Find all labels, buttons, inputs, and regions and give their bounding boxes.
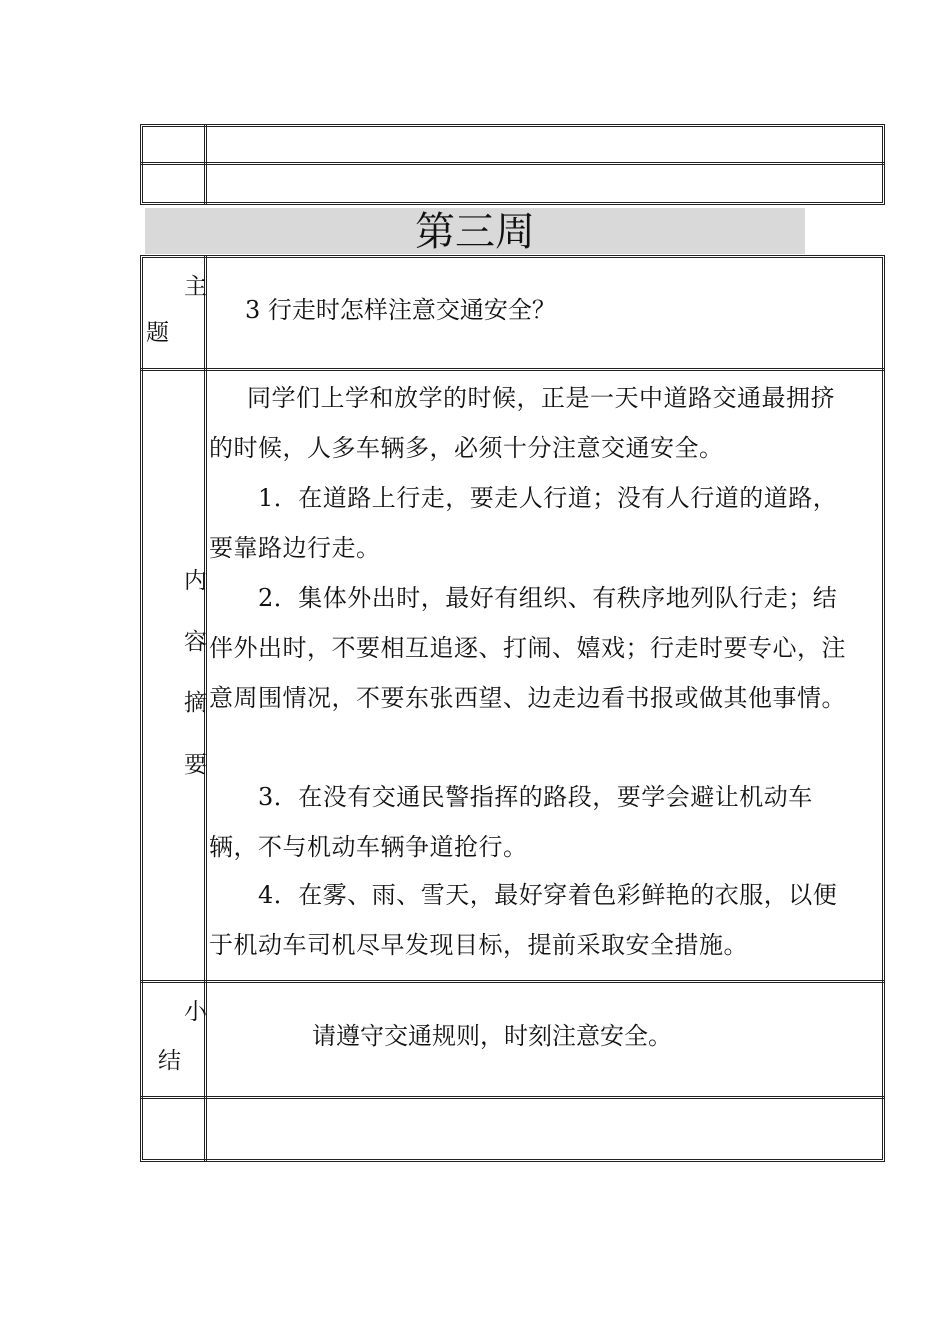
summary-label-char: 结	[158, 1048, 181, 1074]
content-line: 意周围情况，不要东张西望、边走边看书报或做其他事情。	[209, 684, 846, 712]
week-title: 第三周	[415, 209, 535, 255]
content-line: 同学们上学和放学的时候，正是一天中道路交通最拥挤	[247, 384, 835, 412]
topic-label-char: 主	[184, 274, 207, 300]
top-table-column-divider	[204, 124, 207, 205]
row-divider-content	[140, 980, 885, 983]
content-line: 2．集体外出时，最好有组织、有秩序地列队行走；结	[258, 584, 838, 612]
content-label-char: 要	[184, 752, 207, 778]
row-divider-summary	[140, 1096, 885, 1099]
content-line: 4．在雾、雨、雪天，最好穿着色彩鲜艳的衣服，以便	[258, 881, 838, 909]
content-line: 1．在道路上行走，要走人行道；没有人行道的道路，	[258, 484, 838, 512]
topic-label-char: 题	[146, 320, 169, 346]
content-label-char: 容	[184, 629, 207, 655]
content-label-char: 内	[184, 568, 207, 594]
summary-label-char: 小	[184, 999, 207, 1025]
content-line: 辆，不与机动车辆争道抢行。	[209, 833, 528, 861]
content-line: 于机动车司机尽早发现目标，提前采取安全措施。	[209, 931, 748, 959]
content-line: 伴外出时，不要相互追逐、打闹、嬉戏；行走时要专心，注	[209, 634, 846, 662]
top-table-row-divider	[140, 162, 885, 165]
content-label-char: 摘	[184, 690, 207, 716]
content-line: 要靠路边行走。	[209, 534, 381, 562]
content-line: 的时候，人多车辆多，必须十分注意交通安全。	[209, 434, 724, 462]
topic-text: 3 行走时怎样注意交通安全？	[245, 296, 556, 324]
row-divider-topic	[140, 368, 885, 371]
content-line: 3．在没有交通民警指挥的路段，要学会避让机动车	[258, 783, 813, 811]
summary-text: 请遵守交通规则，时刻注意安全。	[312, 1022, 672, 1050]
